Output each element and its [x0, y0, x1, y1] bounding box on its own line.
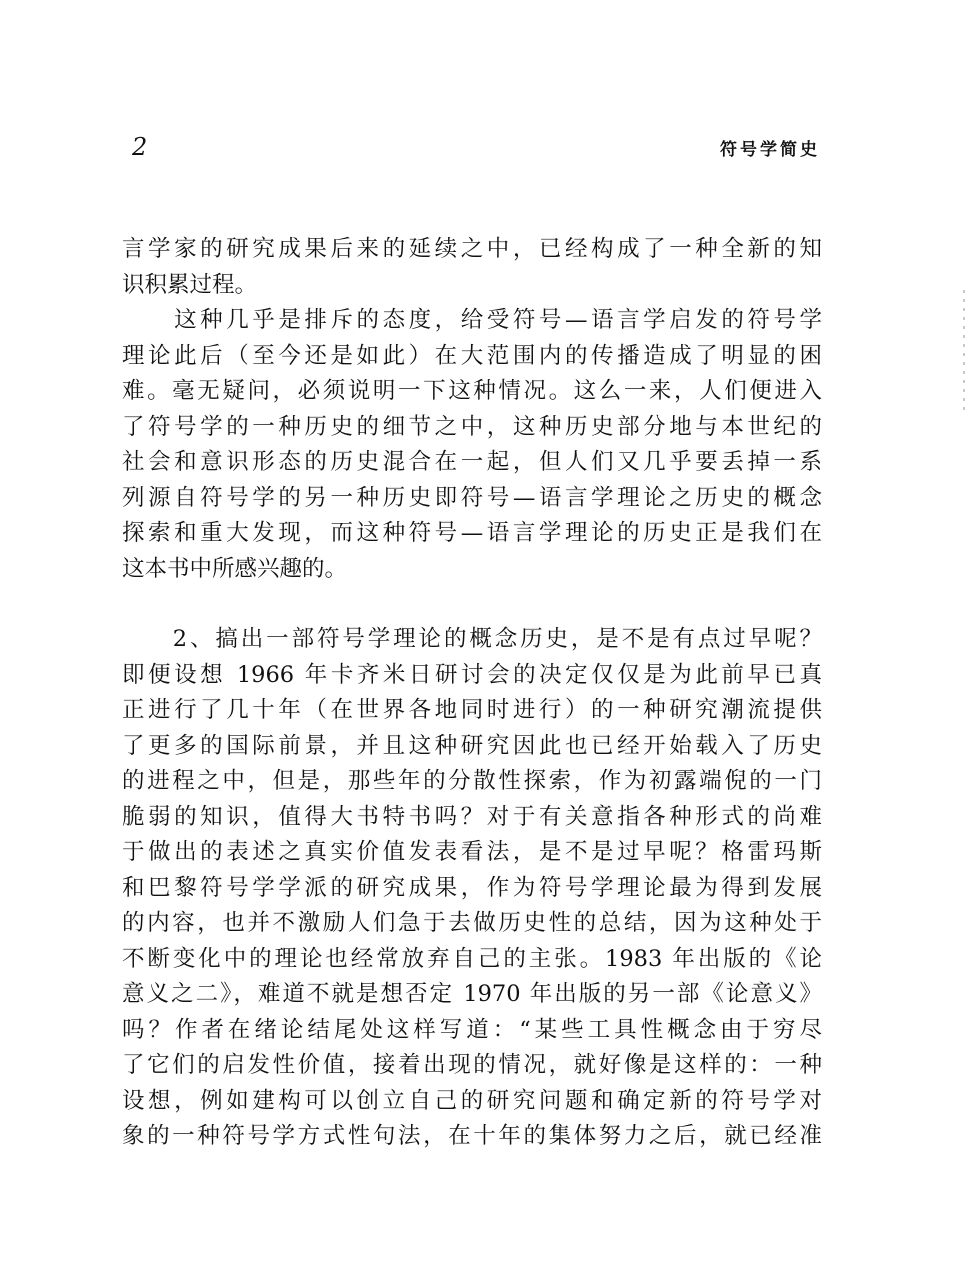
text-line: 了更多的国际前景，并且这种研究因此也已经开始载入了历史: [122, 732, 822, 759]
text-line: 了它们的启发性价值，接着出现的情况，就好像是这样的：一种: [122, 1052, 822, 1078]
text-line: 难。毫无疑问，必须说明一下这种情况。这么一来，人们便进入: [122, 378, 822, 404]
text-line: 设想，例如建构可以创立自己的研究问题和确定新的符号学对: [122, 1087, 822, 1114]
text-line: 于做出的表述之真实价值发表看法，是不是过早呢？格雷玛斯: [122, 839, 822, 865]
text-line: 列源自符号学的另一种历史即符号—语言学理论之历史的概念: [122, 484, 822, 511]
text-line: 不断变化中的理论也经常放弃自己的主张。1983 年出版的《论: [122, 945, 822, 972]
paragraph-2: [122, 303, 822, 587]
text-line: 的内容，也并不激励人们急于去做历史性的总结，因为这种处于: [122, 910, 822, 936]
text-line: 理论此后（至今还是如此）在大范围内的传播造成了明显的困: [122, 342, 822, 369]
body-text: [122, 232, 822, 1155]
text-line: 识积累过程。: [122, 271, 258, 298]
text-line: 这本书中所感兴趣的。: [122, 555, 348, 582]
page-number: 2: [132, 133, 148, 161]
text-line: 象的一种符号学方式性句法，在十年的集体努力之后，就已经准: [122, 1123, 822, 1149]
text-line: 言学家的研究成果后来的延续之中，已经构成了一种全新的知: [122, 236, 822, 262]
text-line: 吗？作者在绪论结尾处这样写道：“某些工具性概念由于穷尽: [122, 1016, 822, 1043]
text-line: 和巴黎符号学学派的研究成果，作为符号学理论最为得到发展: [122, 874, 822, 901]
text-line: 意义之二》，难道不就是想否定 1970 年出版的另一部《论意义》: [122, 981, 822, 1007]
text-line: 正进行了几十年（在世界各地同时进行）的一种研究潮流提供: [122, 697, 822, 723]
text-line: 这种几乎是排斥的态度，给受符号—语言学启发的符号学: [122, 307, 822, 333]
text-line: 2、搞出一部符号学理论的概念历史，是不是有点过早呢？: [122, 626, 822, 652]
scan-edge-mark: [963, 290, 965, 410]
text-line: 脆弱的知识，值得大书特书吗？对于有关意指各种形式的尚难: [122, 803, 822, 830]
text-line: 即便设想 1966 年卡齐米日研讨会的决定仅仅是为此前早已真: [122, 661, 822, 688]
paragraph-gap: [122, 587, 822, 622]
text-line: 社会和意识形态的历史混合在一起，但人们又几乎要丢掉一系: [122, 449, 822, 475]
paragraph-1: [122, 232, 822, 303]
text-line: 探索和重大发现，而这种符号—语言学理论的历史正是我们在: [122, 520, 822, 546]
running-title: 符号学简史: [720, 140, 820, 160]
text-line: 的进程之中，但是，那些年的分散性探索，作为初露端倪的一门: [122, 768, 822, 794]
paragraph-3: [122, 622, 822, 1155]
text-line: 了符号学的一种历史的细节之中，这种历史部分地与本世纪的: [122, 413, 822, 440]
